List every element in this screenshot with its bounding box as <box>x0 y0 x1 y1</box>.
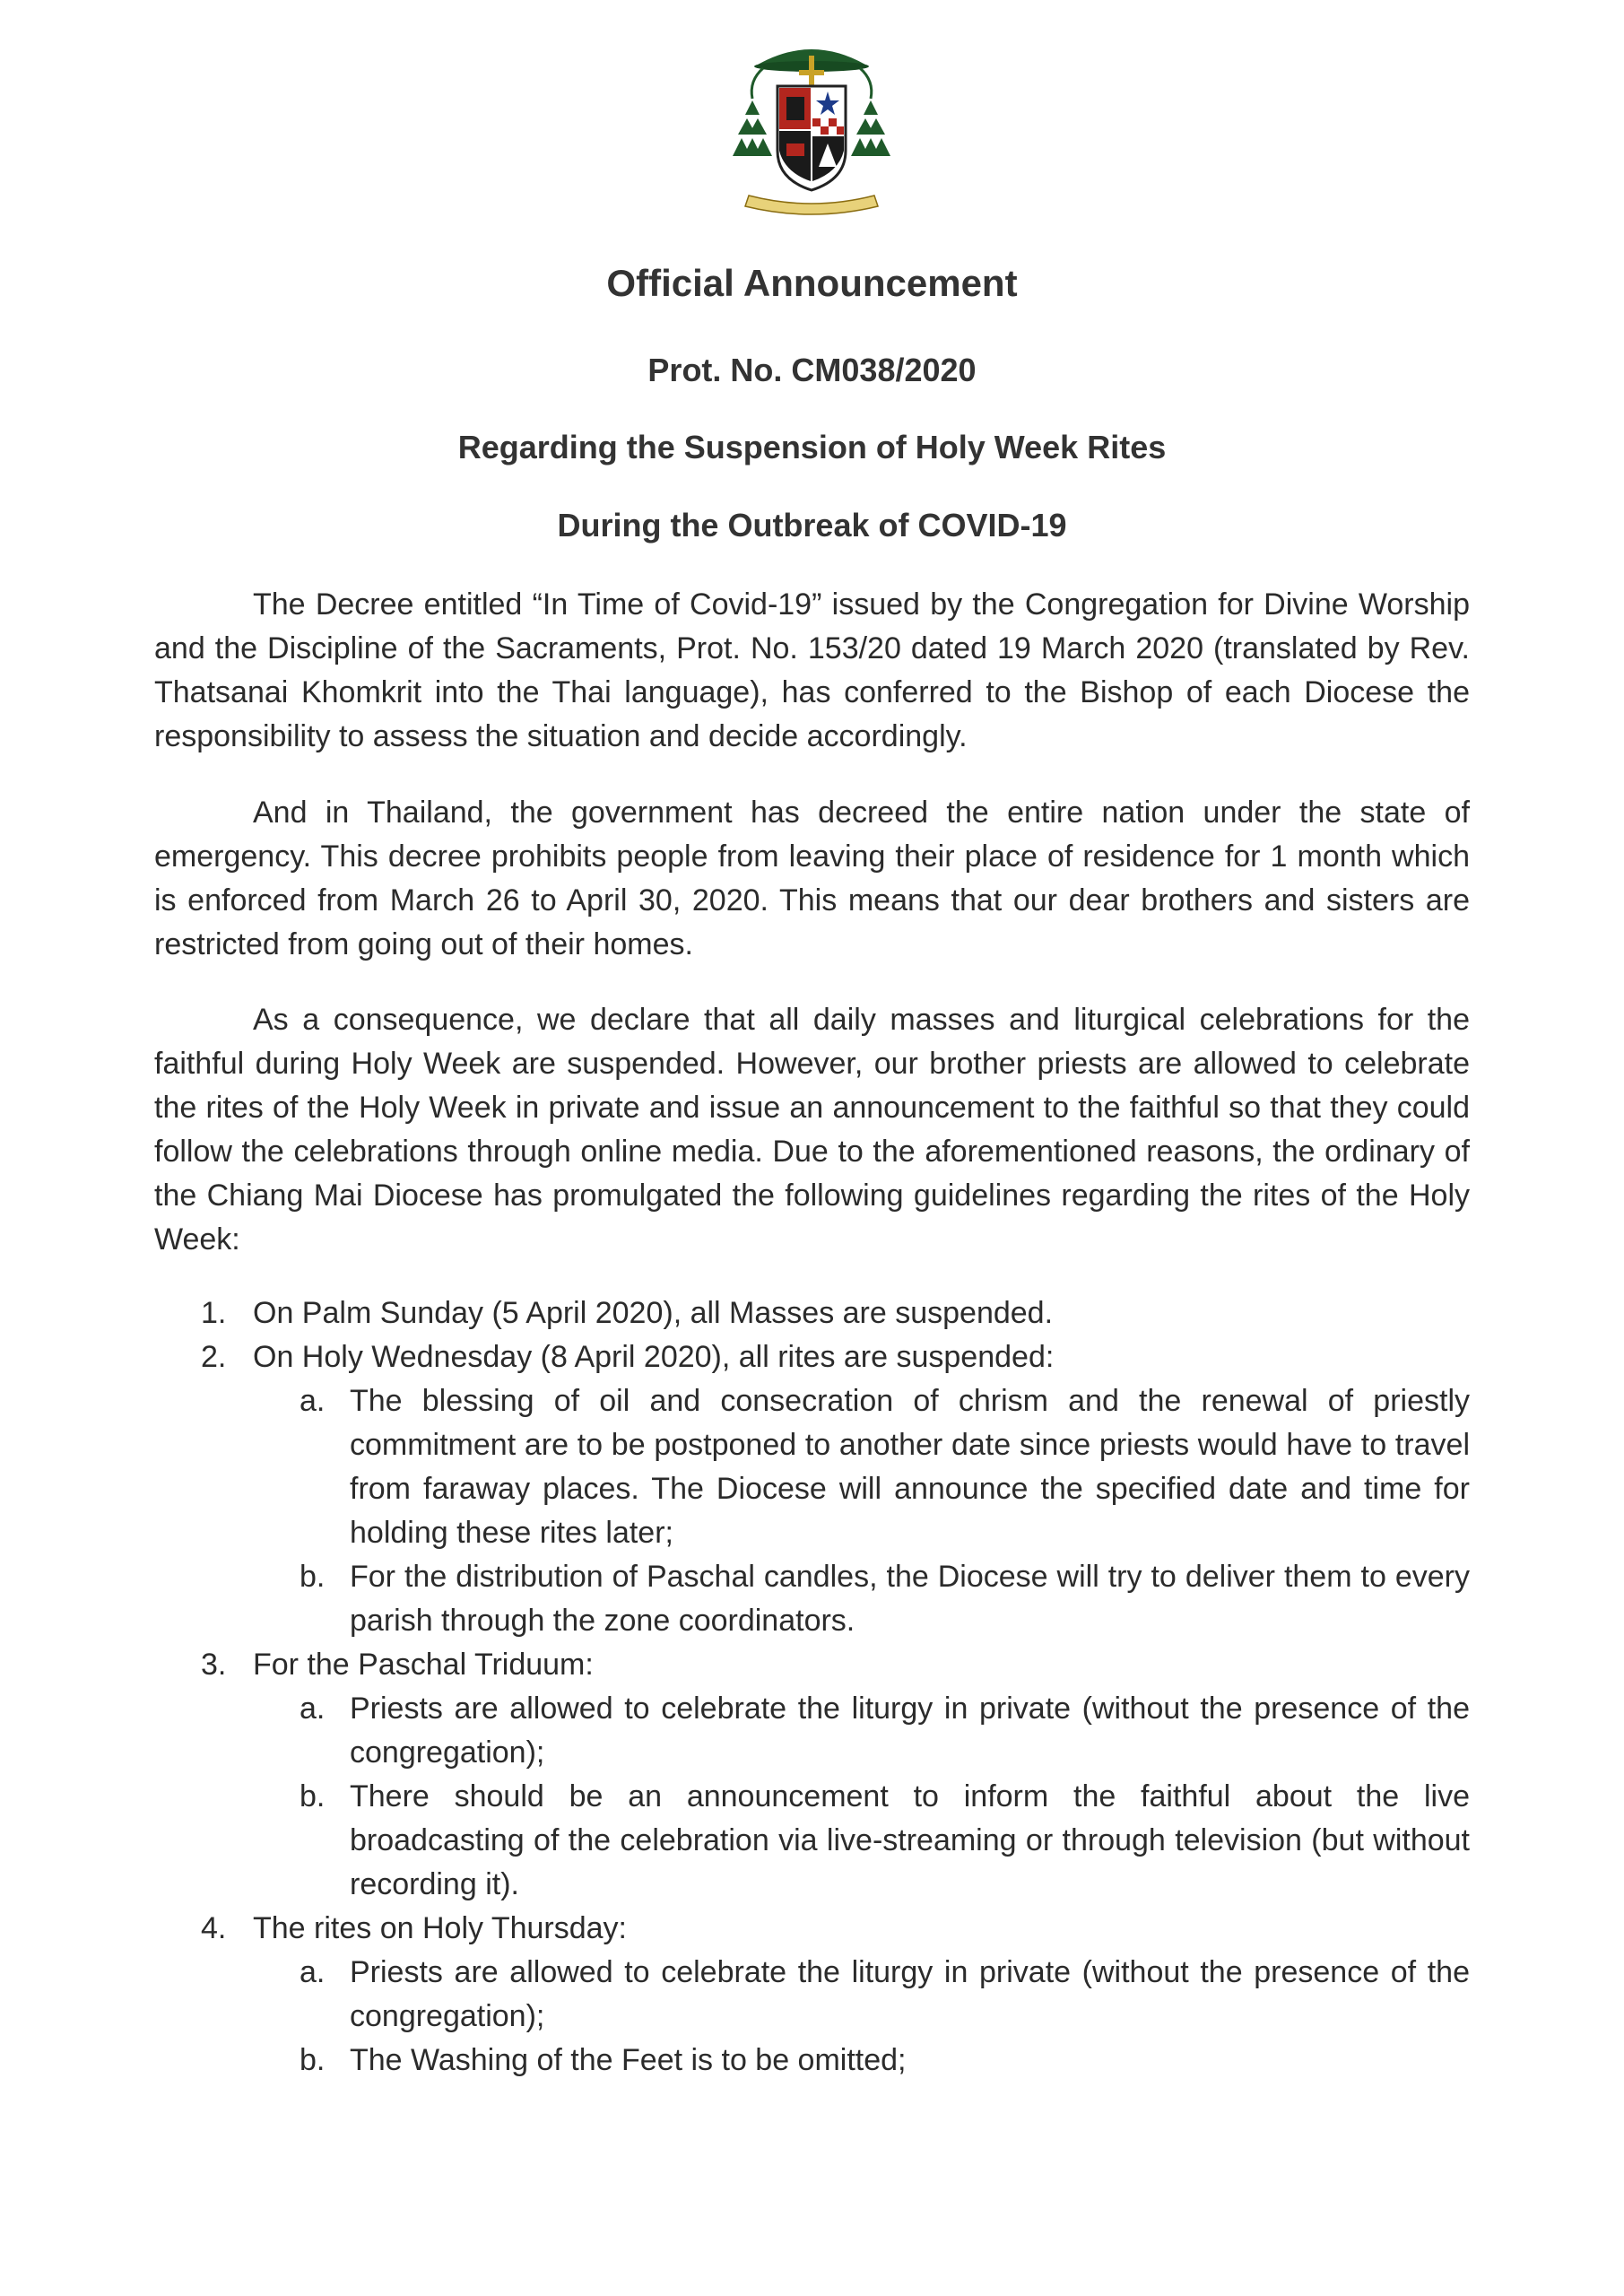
sub-list-letter: a. <box>300 1955 326 1989</box>
subtitle-line-1: Regarding the Suspension of Holy Week Rites <box>457 429 1167 465</box>
list-item-text: For the Paschal Triduum: <box>253 1648 594 1682</box>
sub-list-letter: b. <box>300 2043 326 2077</box>
sub-list-item <box>154 2039 1470 2083</box>
body-paragraph-1: The Decree entitled “In Time of Covid-19” issued by the Congregation for Divine Worship and the Discipline of the Sacraments, Prot. No. 153/20 dated 19 March 2020 (translated by Rev. Thatsanai Khomkrit into the Thai language), has conferred to the Bishop of each Diocese the responsibility to assess the situation and decide accordingly. <box>154 587 1470 753</box>
list-number: 3. <box>201 1648 227 1682</box>
sub-list-letter: b. <box>300 1779 326 1813</box>
sub-list <box>253 1951 1470 2083</box>
list-item-text: On Holy Wednesday (8 April 2020), all rites are suspended: <box>253 1340 1055 1374</box>
sub-list-letter: a. <box>300 1692 326 1726</box>
list-number: 4. <box>201 1911 227 1945</box>
sub-list-item-text: The Washing of the Feet is to be omitted; <box>350 2043 907 2077</box>
sub-list-letter: a. <box>300 1384 326 1418</box>
sub-list-item <box>154 1775 1470 1907</box>
sub-list-item-text: The blessing of oil and consecration of chrism and the renewal of priestly commitment are to be postponed to another date since priests would have to travel from faraway places. The Diocese will announce the specified date and time for holding these rites later; <box>350 1384 1470 1550</box>
sub-list-item-text: For the distribution of Paschal candles, the Diocese will try to deliver them to every parish through the zone coordinators. <box>350 1560 1470 1638</box>
page-title: Official Announcement <box>606 262 1018 304</box>
sub-list-item <box>154 1687 1470 1775</box>
list-item <box>154 1335 1470 1643</box>
sub-list-item-text: There should be an announcement to inform the faithful about the live broadcasting of the celebration via live-streaming or through television (but without recording it). <box>350 1779 1470 1901</box>
list-number: 1. <box>201 1296 227 1330</box>
list-item-text: The rites on Holy Thursday: <box>253 1911 627 1945</box>
guidelines-list <box>154 1292 1470 2083</box>
sub-list <box>253 1379 1470 1643</box>
list-item <box>154 1292 1470 1335</box>
sub-list-letter: b. <box>300 1560 326 1594</box>
list-number: 2. <box>201 1340 227 1374</box>
subtitle-line-2: During the Outbreak of COVID-19 <box>557 507 1067 544</box>
sub-list <box>253 1687 1470 1907</box>
sub-list-item <box>154 1951 1470 2039</box>
body-paragraph-3: As a consequence, we declare that all daily masses and liturgical celebrations for the faithful during Holy Week are suspended. However, our brother priests are allowed to celebrate the rites of the Holy Week in private and issue an announcement to the faithful so that they could follow the celebrations through online media. Due to the aforementioned reasons, the ordinary of the Chiang Mai Diocese has promulgated the following guidelines regarding the rites of the Holy Week: <box>154 1003 1470 1257</box>
sub-list-item-text: Priests are allowed to celebrate the liturgy in private (without the presence of the congregation); <box>350 1692 1470 1770</box>
list-item <box>154 1907 1470 2083</box>
sub-list-item <box>154 1379 1470 1555</box>
list-item-text: On Palm Sunday (5 April 2020), all Masses are suspended. <box>253 1296 1054 1330</box>
sub-list-item-text: Priests are allowed to celebrate the liturgy in private (without the presence of the congregation); <box>350 1955 1470 2033</box>
list-item <box>154 1643 1470 1907</box>
protocol-number: Prot. No. CM038/2020 <box>647 352 977 388</box>
sub-list-item <box>154 1555 1470 1643</box>
coat-of-arms-icon <box>722 36 901 229</box>
body-paragraph-2: And in Thailand, the government has decreed the entire nation under the state of emergency. This decree prohibits people from leaving their place of residence for 1 month which is enforced from March 26 to April 30, 2020. This means that our dear brothers and sisters are restricted from going out of their homes. <box>154 796 1470 961</box>
